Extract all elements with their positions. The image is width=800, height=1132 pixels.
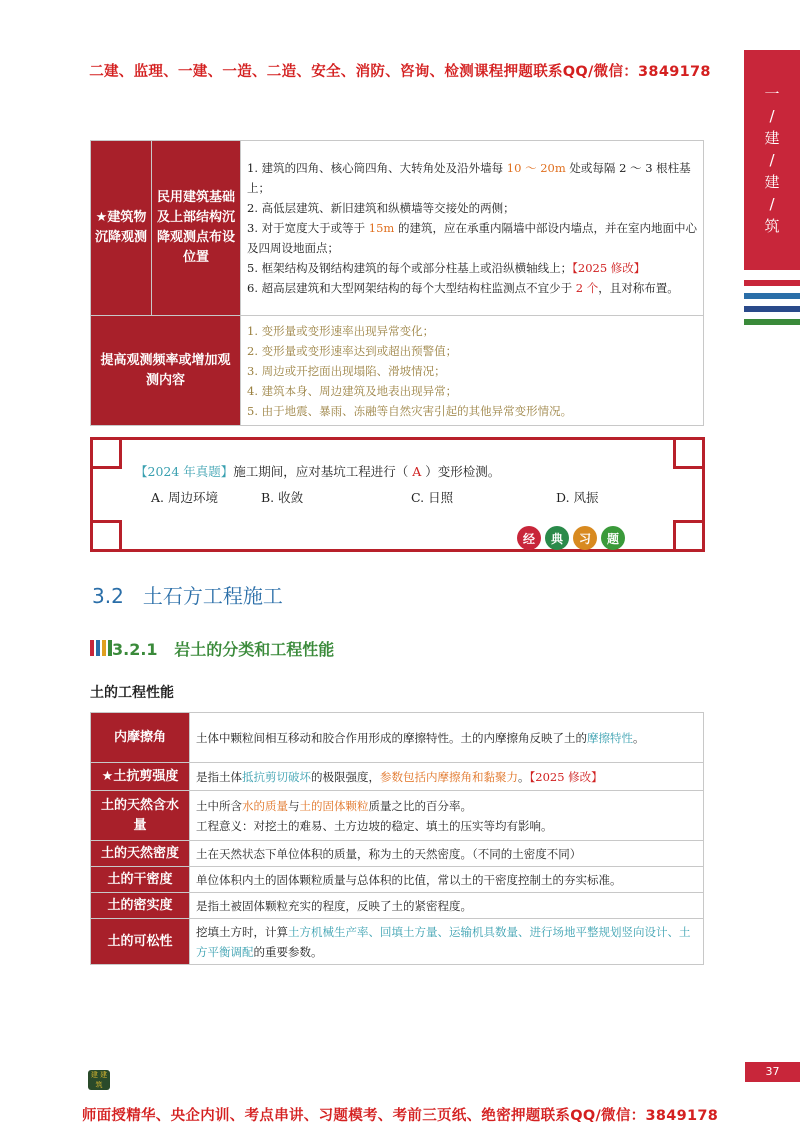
table-subhead: 民用建筑基础及上部结构沉降观测点布设位置 bbox=[152, 141, 241, 316]
side-stripe bbox=[744, 319, 800, 325]
badge-char: 习 bbox=[573, 526, 597, 550]
side-tab-char: / bbox=[769, 107, 775, 125]
side-stripe bbox=[744, 293, 800, 299]
section-title: 3.2 土石方工程施工 bbox=[92, 584, 283, 608]
side-tab-char: / bbox=[769, 195, 775, 213]
table-cell: 土体中颗粒间相互移动和胶合作用形成的摩擦特性。土的内摩擦角反映了土的摩擦特性。 bbox=[190, 713, 704, 763]
list-item: 3. 周边或开挖面出现塌陷、滑坡情况； bbox=[247, 363, 446, 378]
badge-char: 题 bbox=[601, 526, 625, 550]
list-item: 2. 变形量或变形速率达到或超出预警值； bbox=[247, 343, 458, 358]
list-item: 3. 对于宽度大于或等于 15m 的建筑，应在承重内隔墙中部设内墙点，并在室内地面中心及四周设地面点； bbox=[247, 221, 697, 255]
table-head: 土的干密度 bbox=[91, 867, 190, 893]
side-stripe bbox=[744, 306, 800, 312]
soil-properties-table bbox=[90, 712, 704, 965]
frame-corner bbox=[673, 437, 705, 469]
table-cell: 是指土体抵抗剪切破坏的极限强度，参数包括内摩擦角和黏聚力。【2025 修改】 bbox=[190, 763, 704, 791]
heading-soil-properties: 土的工程性能 bbox=[90, 685, 174, 701]
table-cell: 挖填土方时，计算土方机械生产率、回填土方量、运输机具数量、进行场地平整规划竖向设计、土方平衡调配的重要参数。 bbox=[190, 919, 704, 965]
side-tab-char: / bbox=[769, 151, 775, 169]
side-tab-char: 筑 bbox=[764, 217, 780, 235]
table-head: 土的密实度 bbox=[91, 893, 190, 919]
badge-char: 典 bbox=[545, 526, 569, 550]
side-stripe bbox=[744, 280, 800, 286]
exam-question-box bbox=[90, 437, 705, 552]
subsection-bars-icon bbox=[90, 640, 112, 656]
chapter-side-tab bbox=[744, 50, 800, 270]
table-head: 土的天然含水量 bbox=[91, 791, 190, 841]
top-banner: 二建、监理、一建、一造、二造、安全、消防、咨询、检测课程押题联系QQ/微信：3849178 bbox=[89, 64, 711, 80]
table-cell: 土中所含水的质量与土的固体颗粒质量之比的百分率。 工程意义：对挖土的难易、土方边坡的稳定、填土的压实等均有影响。 bbox=[190, 791, 704, 841]
option: D. 风振 bbox=[556, 490, 599, 505]
settlement-table bbox=[90, 140, 704, 426]
list-item: 4. 建筑本身、周边建筑及地表出现异常； bbox=[247, 383, 458, 398]
page-number: 37 bbox=[745, 1062, 800, 1082]
frame-corner bbox=[90, 437, 122, 469]
side-tab-char: 建 bbox=[764, 173, 780, 191]
table-head: 内摩擦角 bbox=[91, 713, 190, 763]
table-cell bbox=[241, 141, 704, 316]
side-tab-char: 一 bbox=[764, 85, 780, 103]
table-cell: 是指土被固体颗粒充实的程度，反映了土的紧密程度。 bbox=[190, 893, 704, 919]
list-item: 1. 变形量或变形速率出现异常变化； bbox=[247, 323, 435, 338]
exam-question: 【2024 年真题】施工期间，应对基坑工程进行（ A ）变形检测。 bbox=[135, 464, 501, 479]
table-cell: 单位体积内土的固体颗粒质量与总体积的比值，常以土的干密度控制土的夯实标准。 bbox=[190, 867, 704, 893]
side-tab-char: 建 bbox=[764, 129, 780, 147]
publisher-logo: 建 建筑 bbox=[88, 1070, 110, 1090]
option: A. 周边环境 bbox=[151, 490, 218, 505]
list-item: 1. 建筑的四角、核心筒四角、大转角处及沿外墙每 10 ～ 20m 处或每隔 2 ～ 3 根柱基上； bbox=[247, 161, 691, 195]
list-item: 6. 超高层建筑和大型网架结构的每个大型结构柱监测点不宜少于 2 个，且对称布置。 bbox=[247, 281, 679, 295]
table-head: 土的可松性 bbox=[91, 919, 190, 965]
table-head: 土的天然密度 bbox=[91, 841, 190, 867]
bottom-banner: 师面授精华、央企内训、考点串讲、习题模考、考前三页纸、绝密押题联系QQ/微信：3849178 bbox=[81, 1108, 719, 1124]
frame-corner bbox=[673, 520, 705, 552]
table-head: ★土抗剪强度 bbox=[91, 763, 190, 791]
list-item: 5. 框架结构及钢结构建筑的每个或部分柱基上或沿纵横轴线上；【2025 修改】 bbox=[247, 261, 646, 275]
badge-char: 经 bbox=[517, 526, 541, 550]
table-head: ★建筑物沉降观测 bbox=[91, 141, 152, 316]
list-item: 2. 高低层建筑、新旧建筑和纵横墙等交接处的两侧； bbox=[247, 201, 515, 215]
subsection-title: 3.2.1 岩土的分类和工程性能 bbox=[112, 640, 335, 659]
frame-corner bbox=[90, 520, 122, 552]
table-head: 提高观测频率或增加观测内容 bbox=[91, 316, 241, 426]
table-cell: 土在天然状态下单位体积的质量，称为土的天然密度。（不同的土密度不同） bbox=[190, 841, 704, 867]
option: B. 收敛 bbox=[261, 490, 304, 505]
table-cell bbox=[241, 316, 704, 426]
list-item: 5. 由于地震、暴雨、冻融等自然灾害引起的其他异常变形情况。 bbox=[247, 403, 573, 418]
option: C. 日照 bbox=[411, 490, 454, 505]
